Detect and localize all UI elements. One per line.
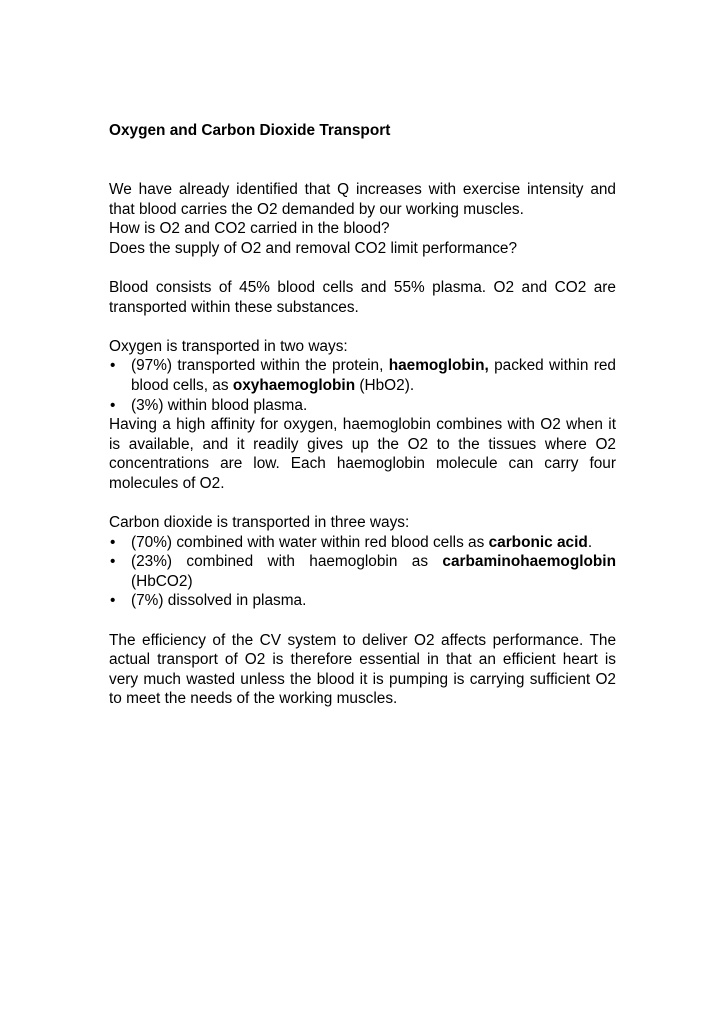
affinity-paragraph: Having a high affinity for oxygen, haemoglobin combines with O2 when it is available, and it readily gives up the O2 to the tissues where O2 concentrations are low. Each haemoglobin molecule can carry four molecules of O2. xyxy=(109,416,616,492)
co2-bullet-carbaminohaemoglobin xyxy=(109,552,616,591)
document-title: Oxygen and Carbon Dioxide Transport xyxy=(109,122,391,139)
oxygen-bullet-haemoglobin xyxy=(109,356,616,395)
co2-transport-section xyxy=(109,513,616,611)
bullet-icon: • xyxy=(110,533,116,551)
blood-composition-paragraph: Blood consists of 45% blood cells and 55% plasma. O2 and CO2 are transported within these substances. xyxy=(109,278,616,316)
document-body xyxy=(109,121,616,709)
term-carbonic-acid: carbonic acid xyxy=(488,533,588,551)
question-supply-limit: Does the supply of O2 and removal CO2 limit performance? xyxy=(109,239,518,257)
co2-heading: Carbon dioxide is transported in three ways: xyxy=(109,514,410,532)
co2-bullet-plasma xyxy=(109,591,616,611)
bullet-text: (23%) combined with haemoglobin as xyxy=(131,553,443,571)
co2-bullet-carbonic-acid xyxy=(109,533,616,553)
term-haemoglobin: haemoglobin, xyxy=(388,357,489,375)
question-o2-co2-carried: How is O2 and CO2 carried in the blood? xyxy=(109,220,390,238)
oxygen-bullet-plasma xyxy=(109,396,616,416)
bullet-text: (HbCO2) xyxy=(131,572,193,590)
intro-paragraph: We have already identified that Q increases with exercise intensity and that blood carries the O2 demanded by our working muscles. xyxy=(109,181,616,218)
oxygen-heading: Oxygen is transported in two ways: xyxy=(109,337,348,355)
bullet-text: . xyxy=(587,533,593,551)
intro-section xyxy=(109,180,616,258)
oxygen-transport-section xyxy=(109,337,616,494)
bullet-icon: • xyxy=(110,592,116,610)
bullet-icon: • xyxy=(110,396,116,414)
term-oxyhaemoglobin: oxyhaemoglobin xyxy=(232,376,356,394)
term-carbaminohaemoglobin: carbaminohaemoglobin xyxy=(442,553,616,571)
bullet-text: (70%) combined with water within red blood cells as xyxy=(131,533,489,551)
bullet-text: (7%) dissolved in plasma. xyxy=(131,592,307,610)
bullet-text: (3%) within blood plasma. xyxy=(131,396,308,414)
bullet-icon: • xyxy=(110,553,116,571)
bullet-text: packed within red blood cells, as xyxy=(131,357,616,394)
oxygen-bullet-list xyxy=(109,356,616,415)
bullet-icon: • xyxy=(110,357,116,375)
efficiency-paragraph: The efficiency of the CV system to deliver O2 affects performance. The actual transport of O2 is therefore essential in that an efficient heart is very much wasted unless the blood it is pumping is carrying sufficient O2 to meet the needs of the working muscles. xyxy=(109,631,616,708)
bullet-text: (HbO2). xyxy=(355,376,415,394)
bullet-text: (97%) transported within the protein, xyxy=(131,357,389,375)
co2-bullet-list xyxy=(109,533,616,611)
